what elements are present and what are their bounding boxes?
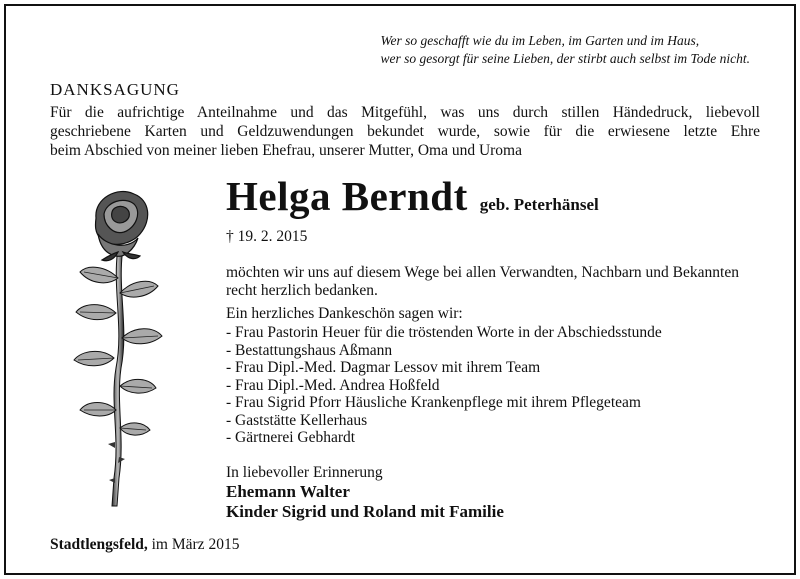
intro-paragraph <box>50 103 760 160</box>
rose-icon <box>68 188 168 510</box>
intro-line: Für die aufrichtige Anteilnahme und das Mitgefühl, was uns durch stillen Händedruck, liebevoll <box>50 104 760 121</box>
intro-line: geschriebene Karten und Geldzuwendungen bekundet wurde, sowie für die erwiesene letzte Ehre <box>50 123 760 140</box>
list-item: - Gärtnerei Gebhardt <box>226 429 356 446</box>
memorial-quote <box>381 32 751 68</box>
maiden-name: geb. Peterhänsel <box>479 195 599 214</box>
thanks-intro: Ein herzliches Dankeschön sagen wir: <box>226 305 463 322</box>
family-line: Ehemann Walter <box>226 482 350 501</box>
deceased-name-row <box>226 172 599 220</box>
quote-line: Wer so geschafft wie du im Leben, im Garten und im Haus, <box>380 33 700 48</box>
obituary-card <box>4 4 796 575</box>
quote-line: wer so gesorgt für seine Lieben, der stirbt auch selbst im Tode nicht. <box>380 51 750 66</box>
list-item: - Frau Dipl.-Med. Dagmar Lessov mit ihrem Team <box>226 359 541 376</box>
body-line: möchten wir uns auf diesem Wege bei allen Verwandten, Nachbarn und Bekannten <box>226 264 739 281</box>
place-date-text: im März 2015 <box>151 536 240 553</box>
list-item: - Frau Sigrid Pforr Häusliche Krankenpflege mit ihrem Pflegeteam <box>226 394 641 411</box>
thanks-list <box>226 324 662 447</box>
deceased-name: Helga Berndt <box>226 173 468 219</box>
death-date: † 19. 2. 2015 <box>226 228 308 245</box>
body-paragraph <box>226 264 764 300</box>
memory-line: In liebevoller Erinnerung <box>226 464 383 481</box>
intro-line: beim Abschied von meiner lieben Ehefrau, unserer Mutter, Oma und Uroma <box>50 142 522 159</box>
list-item: - Frau Pastorin Heuer für die tröstenden Worte in der Abschiedsstunde <box>226 324 662 341</box>
place-town: Stadtlengsfeld, <box>50 536 148 553</box>
body-line: recht herzlich bedanken. <box>226 282 378 299</box>
family-signature <box>226 482 504 521</box>
place-date <box>50 536 239 554</box>
page-title: DANKSAGUNG <box>50 80 180 99</box>
list-item: - Gaststätte Kellerhaus <box>226 411 368 429</box>
family-line: Kinder Sigrid und Roland mit Familie <box>226 501 504 521</box>
list-item: - Frau Dipl.-Med. Andrea Hoßfeld <box>226 376 440 394</box>
list-item: - Bestattungshaus Aßmann <box>226 341 393 359</box>
